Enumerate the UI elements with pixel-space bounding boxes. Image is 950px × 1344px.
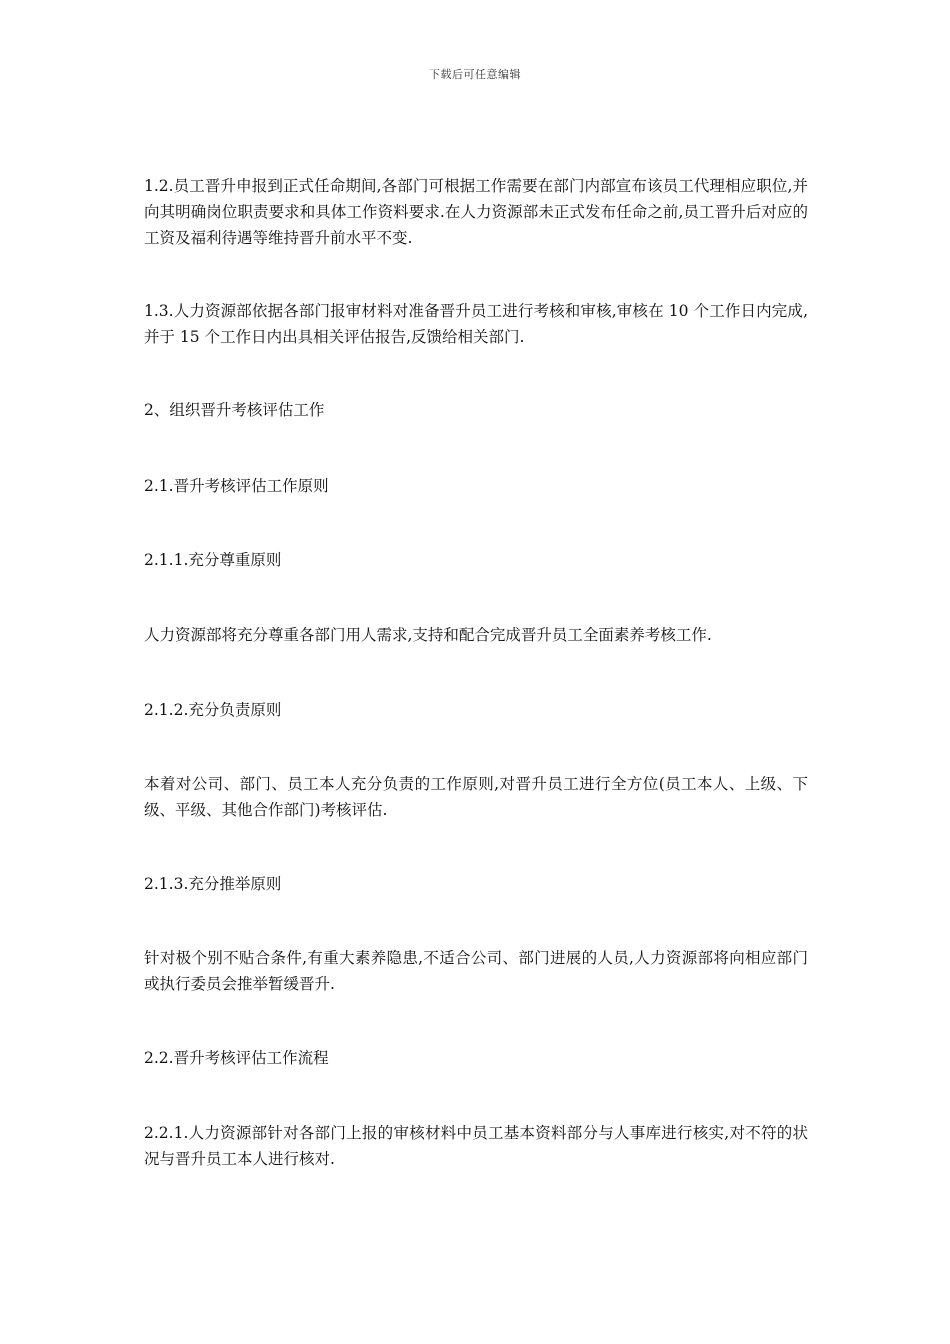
page-header: 下载后可任意编辑 xyxy=(429,68,521,81)
heading-2-1-2: 2.1.2.充分负责原则 xyxy=(144,701,282,719)
paragraph-1-2: 1.2.员工晋升申报到正式任命期间,各部门可根据工作需要在部门内部宣布该员工代理相应职位,并向其明确岗位职责要求和具体工作资料要求.在人力资源部未正式发布任命之前,员工晋升后对应的工资及福利待遇等维持晋升前水平不变. xyxy=(144,177,808,247)
heading-2-1: 2.1.晋升考核评估工作原则 xyxy=(144,477,329,495)
paragraph-2-2-1: 2.2.1.人力资源部针对各部门上报的审核材料中员工基本资料部分与人事库进行核实,对不符的状况与晋升员工本人进行核对. xyxy=(144,1124,808,1168)
heading-2-2: 2.2.晋升考核评估工作流程 xyxy=(144,1049,329,1067)
heading-2-1-1: 2.1.1.充分尊重原则 xyxy=(144,551,282,569)
paragraph-2-1-2-body: 本着对公司、部门、员工本人充分负责的工作原则,对晋升员工进行全方位(员工本人、上级、下级、平级、其他合作部门)考核评估. xyxy=(144,775,808,819)
paragraph-1-3: 1.3.人力资源部依据各部门报审材料对准备晋升员工进行考核和审核,审核在 10 个工作日内完成,并于 15 个工作日内出具相关评估报告,反馈给相关部门. xyxy=(144,302,808,346)
paragraph-2-1-3-body: 针对极个别不贴合条件,有重大素养隐患,不适合公司、部门进展的人员,人力资源部将向相应部门或执行委员会推举暂缓晋升. xyxy=(144,949,808,993)
heading-2: 2、组织晋升考核评估工作 xyxy=(144,401,325,419)
paragraph-2-1-1-body: 人力资源部将充分尊重各部门用人需求,支持和配合完成晋升员工全面素养考核工作. xyxy=(144,626,712,644)
heading-2-1-3: 2.1.3.充分推举原则 xyxy=(144,875,282,893)
